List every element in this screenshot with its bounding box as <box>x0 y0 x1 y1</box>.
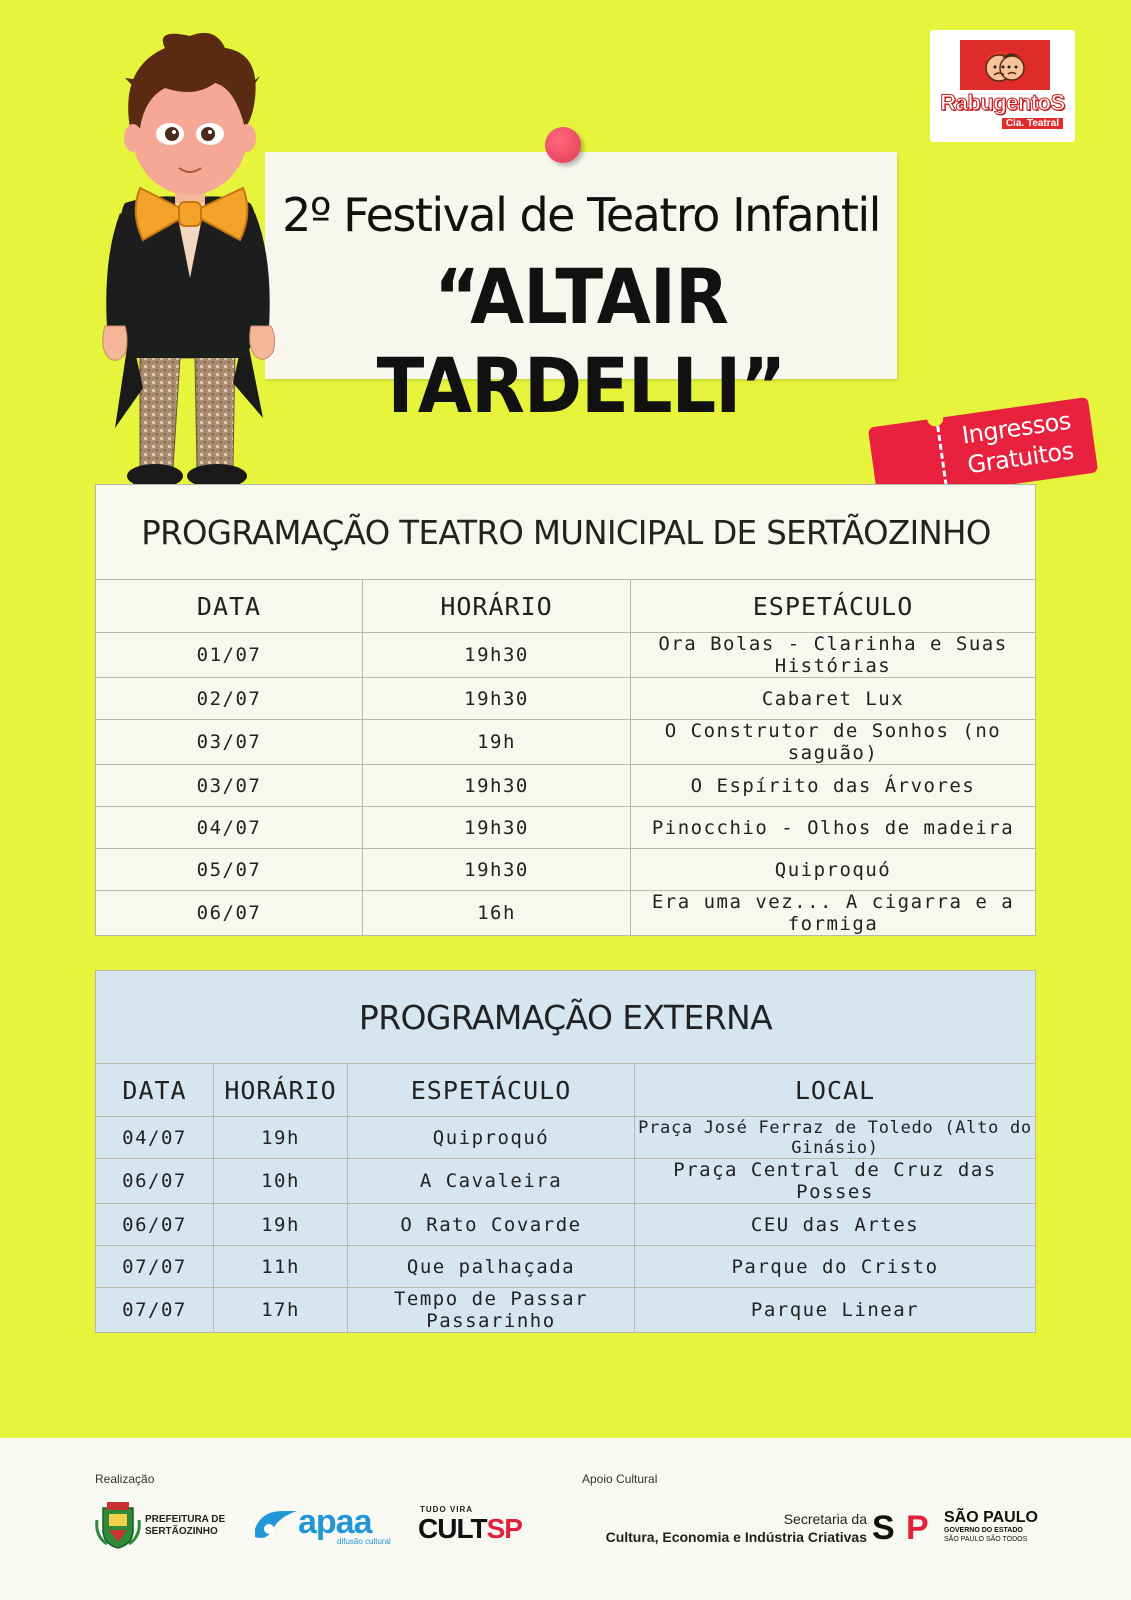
column-header-date: DATA <box>96 580 363 633</box>
sp-mark-s: S <box>872 1509 892 1547</box>
column-header-location: LOCAL <box>635 1064 1036 1117</box>
secretaria-text <box>582 1510 867 1550</box>
cell-date: 07/07 <box>96 1246 214 1288</box>
cell-time: 16h <box>363 891 631 936</box>
cultsp-wordmark <box>418 1513 522 1545</box>
cell-date: 03/07 <box>96 765 363 807</box>
table-row <box>96 678 1036 720</box>
cultsp-tagline: TUDO VIRA <box>420 1505 473 1514</box>
cell-show: O Espírito das Árvores <box>631 765 1036 807</box>
prefeitura-line-1: PREFEITURA DE <box>145 1514 226 1525</box>
cell-show: A Cavaleira <box>348 1159 635 1204</box>
logo-name: RabugentoS <box>940 90 1065 115</box>
apaa-mark-icon <box>253 1507 297 1543</box>
cell-show: Ora Bolas - Clarinha e Suas Histórias <box>631 633 1036 678</box>
cell-date: 01/07 <box>96 633 363 678</box>
table-row <box>96 1288 1036 1333</box>
theatre-masks-icon <box>982 44 1028 90</box>
theater-schedule-heading: PROGRAMAÇÃO TEATRO MUNICIPAL DE SERTÃOZINHO <box>105 485 1026 580</box>
cell-time: 19h30 <box>363 678 631 720</box>
table-row <box>96 720 1036 765</box>
cell-show: Cabaret Lux <box>631 678 1036 720</box>
cell-date: 04/07 <box>96 1117 214 1159</box>
sp-mark-p: P <box>906 1509 926 1547</box>
cell-date: 05/07 <box>96 849 363 891</box>
cell-time: 19h <box>214 1204 348 1246</box>
column-header-time: HORÁRIO <box>214 1064 348 1117</box>
theater-schedule-table <box>95 484 1036 936</box>
cell-location: Praça José Ferraz de Toledo (Alto do Ginásio) <box>635 1117 1036 1159</box>
cell-show: Que palhaçada <box>348 1246 635 1288</box>
cell-time: 19h <box>363 720 631 765</box>
secretaria-line-1: Secretaria da <box>783 1511 867 1527</box>
column-header-date: DATA <box>96 1064 214 1117</box>
boy-character-illustration <box>95 28 295 503</box>
apaa-logo <box>253 1503 393 1548</box>
realizacao-label: Realização <box>95 1472 155 1486</box>
cell-show: Quiproquó <box>631 849 1036 891</box>
cell-show: O Rato Covarde <box>348 1204 635 1246</box>
cell-show: Quiproquó <box>348 1117 635 1159</box>
cell-show: Tempo de Passar Passarinho <box>348 1288 635 1333</box>
table-row <box>96 891 1036 936</box>
cell-date: 06/07 <box>96 1159 214 1204</box>
apaa-wordmark: apaa <box>298 1503 372 1541</box>
cell-time: 11h <box>214 1246 348 1288</box>
cell-date: 04/07 <box>96 807 363 849</box>
cell-location: CEU das Artes <box>635 1204 1036 1246</box>
apoio-cultural-label: Apoio Cultural <box>582 1472 658 1486</box>
external-schedule-heading: PROGRAMAÇÃO EXTERNA <box>96 971 1036 1064</box>
cell-date: 06/07 <box>96 891 363 936</box>
sp-logo-subtitle: GOVERNO DO ESTADO <box>944 1527 1023 1534</box>
table-row <box>96 1204 1036 1246</box>
sp-logo-slogan: SÃO PAULO SÃO TODOS <box>944 1536 1028 1543</box>
apaa-subtitle: difusão cultural <box>337 1537 391 1546</box>
table-row <box>96 1117 1036 1159</box>
cell-location: Parque Linear <box>635 1288 1036 1333</box>
cell-show: O Construtor de Sonhos (no saguão) <box>631 720 1036 765</box>
sp-logo-title: SÃO PAULO <box>944 1509 1038 1526</box>
ticket-line-1: Ingressos <box>960 406 1073 450</box>
table-row <box>96 1246 1036 1288</box>
prefeitura-line-2: SERTÃOZINHO <box>145 1526 218 1537</box>
cultsp-sp: SP <box>486 1513 522 1544</box>
table-row <box>96 849 1036 891</box>
cell-date: 02/07 <box>96 678 363 720</box>
cultsp-logo <box>416 1505 566 1550</box>
cell-show: Pinocchio - Olhos de madeira <box>631 807 1036 849</box>
pushpin-icon <box>545 127 581 163</box>
column-header-show: ESPETÁCULO <box>348 1064 635 1117</box>
cultsp-cult: CULT <box>418 1513 487 1544</box>
column-header-time: HORÁRIO <box>363 580 631 633</box>
cell-time: 19h30 <box>363 765 631 807</box>
cell-date: 07/07 <box>96 1288 214 1333</box>
festival-title: 2º Festival de Teatro Infantil <box>282 188 880 242</box>
table-row <box>96 1159 1036 1204</box>
cell-time: 19h30 <box>363 633 631 678</box>
secretaria-line-2: Cultura, Economia e Indústria Criativas <box>605 1529 867 1545</box>
table-row <box>96 807 1036 849</box>
rabugentos-logo <box>930 30 1075 142</box>
cell-date: 03/07 <box>96 720 363 765</box>
sao-paulo-government-logo <box>872 1507 1040 1547</box>
cell-time: 10h <box>214 1159 348 1204</box>
cell-time: 19h <box>214 1117 348 1159</box>
festival-name: “ALTAIR TARDELLI” <box>376 252 786 430</box>
logo-subtitle: Cia. Teatral <box>1002 118 1063 129</box>
cell-time: 19h30 <box>363 807 631 849</box>
external-schedule-table <box>95 970 1036 1333</box>
cell-location: Praça Central de Cruz das Posses <box>635 1159 1036 1204</box>
cell-date: 06/07 <box>96 1204 214 1246</box>
cell-show: Era uma vez... A cigarra e a formiga <box>631 891 1036 936</box>
prefeitura-logo <box>95 1500 245 1550</box>
prefeitura-text <box>145 1514 225 1538</box>
cell-location: Parque do Cristo <box>635 1246 1036 1288</box>
cell-time: 19h30 <box>363 849 631 891</box>
column-header-show: ESPETÁCULO <box>631 580 1036 633</box>
cell-time: 17h <box>214 1288 348 1333</box>
table-row <box>96 633 1036 678</box>
coat-of-arms-icon <box>95 1500 141 1550</box>
ticket-line-2: Gratuitos <box>965 436 1076 480</box>
table-row <box>96 765 1036 807</box>
